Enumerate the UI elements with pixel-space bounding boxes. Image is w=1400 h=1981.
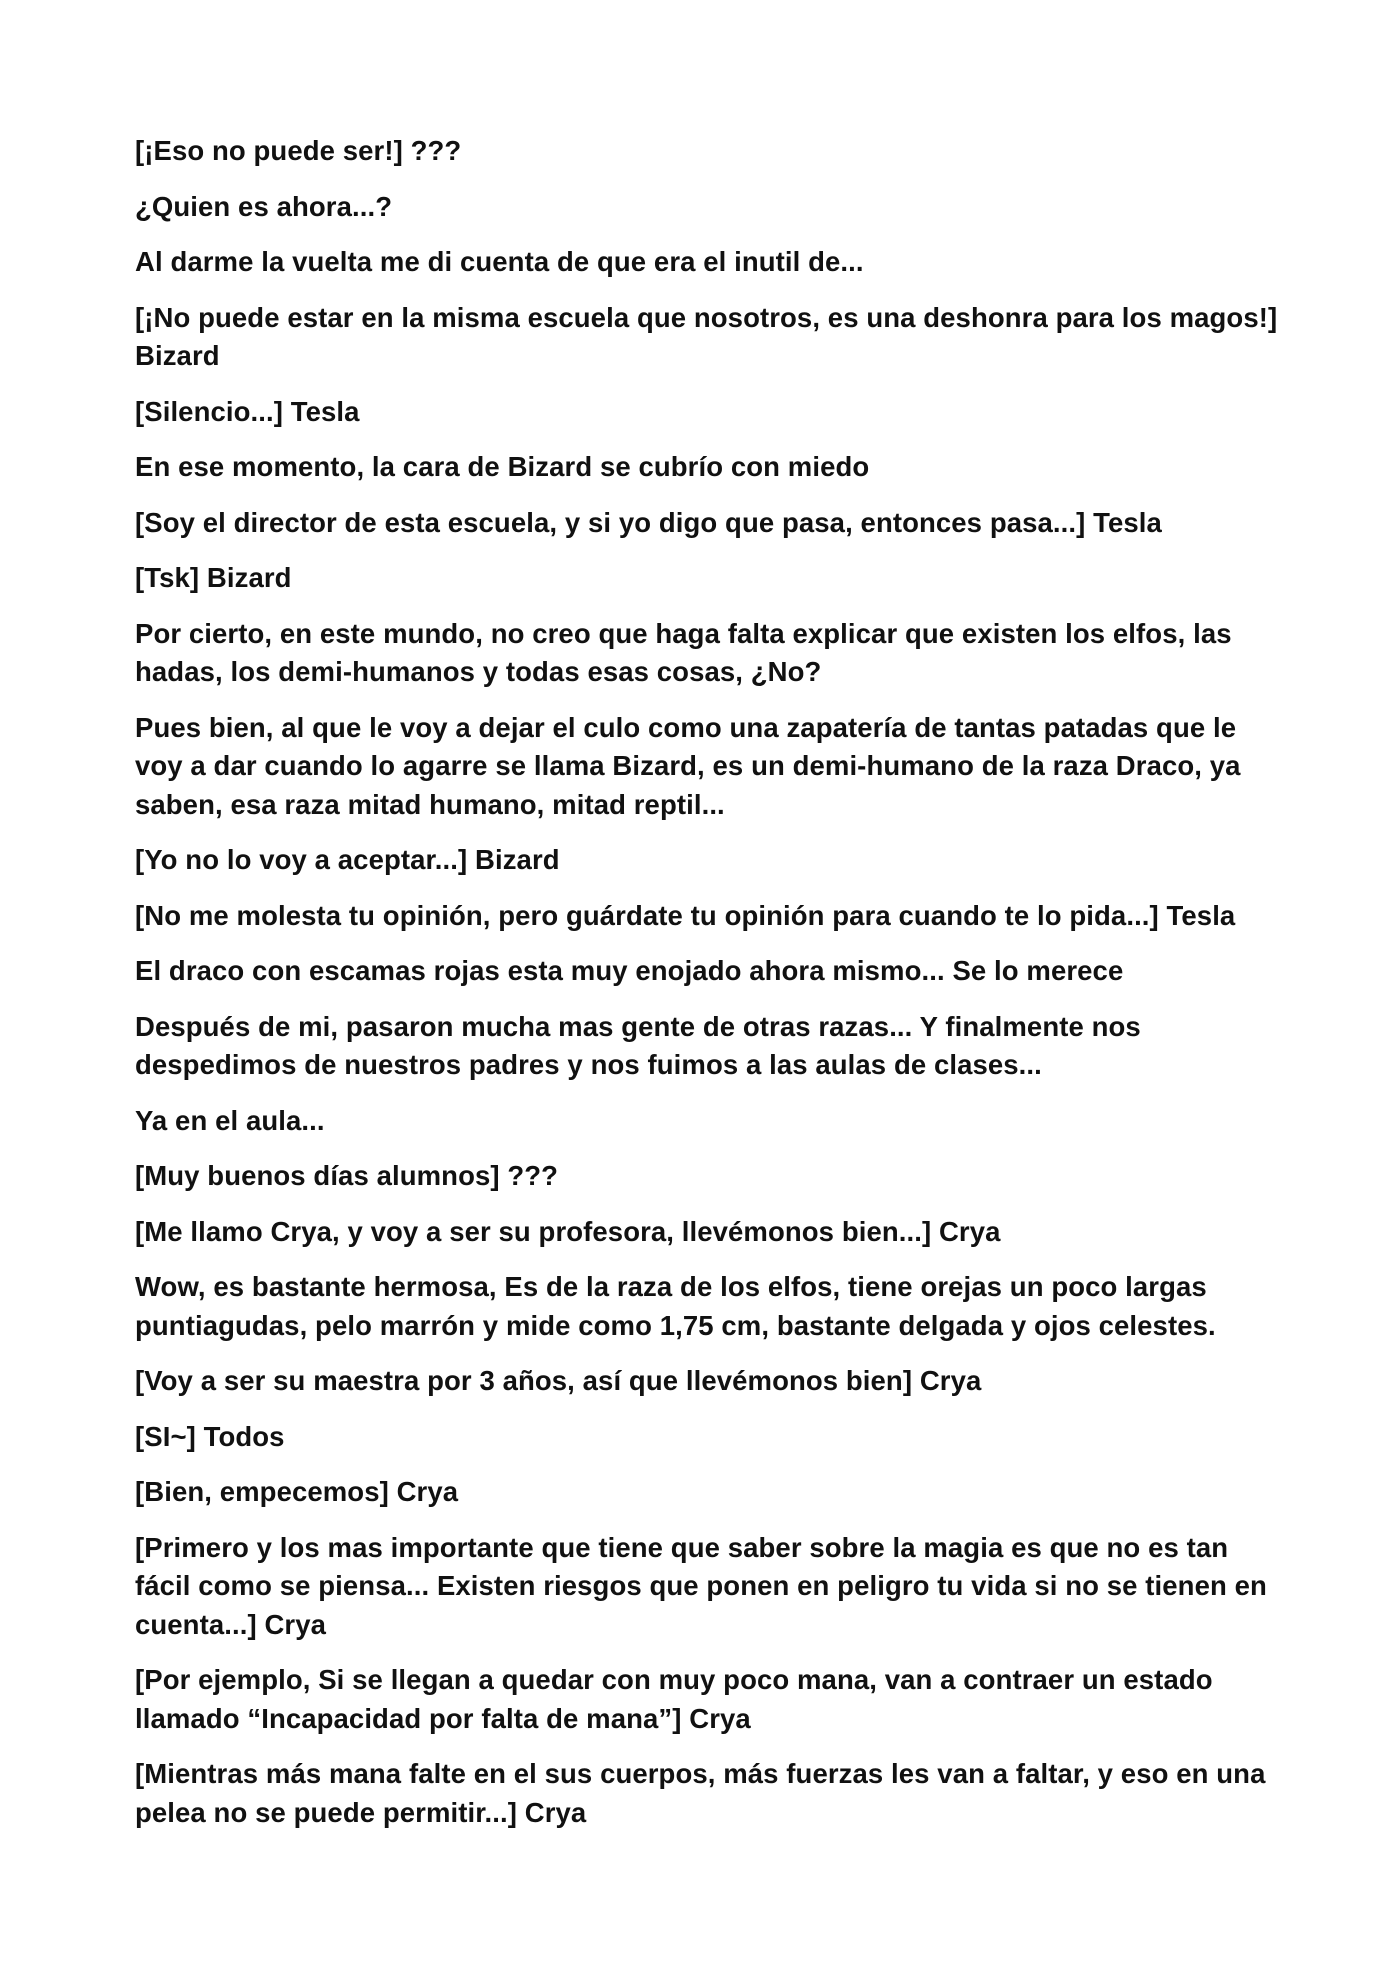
paragraph: Pues bien, al que le voy a dejar el culo como una zapatería de tantas patadas que le voy a dar cuando lo agarre se llama Bizard, es un demi-humano de la raza Draco, ya saben, esa raza mitad humano, mitad reptil... — [135, 711, 1241, 820]
paragraph: [Silencio...] Tesla — [135, 395, 360, 427]
paragraph: [Yo no lo voy a aceptar...] Bizard — [135, 844, 560, 875]
paragraph: [Muy buenos días alumnos] ??? — [135, 1160, 559, 1191]
paragraph: [No me molesta tu opinión, pero guárdate tu opinión para cuando te lo pida...] Tesla — [135, 899, 1236, 931]
paragraph: Después de mi, pasaron mucha mas gente de otras razas... Y finalmente nos despedimos de nuestros padres y nos fuimos a las aulas de clases... — [135, 1010, 1141, 1080]
paragraph: [Por ejemplo, Si se llegan a quedar con muy poco mana, van a contraer un estado llamado “Incapacidad por falta de mana”] Crya — [135, 1664, 1213, 1734]
paragraph: Por cierto, en este mundo, no creo que haga falta explicar que existen los elfos, las hadas, los demi-humanos y todas esas cosas, ¿No? — [135, 617, 1232, 687]
paragraph: [Mientras más mana falte en el sus cuerpos, más fuerzas les van a faltar, y eso en una pelea no se puede permitir...] Crya — [135, 1758, 1266, 1828]
paragraph: Wow, es bastante hermosa, Es de la raza de los elfos, tiene orejas un poco largas puntiagudas, pelo marrón y mide como 1,75 cm, bastante delgada y ojos celestes. — [135, 1271, 1216, 1341]
paragraph: En ese momento, la cara de Bizard se cubrío con miedo — [135, 451, 870, 482]
document-body — [135, 132, 1285, 1849]
paragraph: [¡Eso no puede ser!] ??? — [135, 135, 462, 166]
paragraph: Ya en el aula... — [135, 1104, 325, 1136]
paragraph: [Soy el director de esta escuela, y si yo digo que pasa, entonces pasa...] Tesla — [135, 506, 1162, 538]
paragraph: [¡No puede estar en la misma escuela que nosotros, es una deshonra para los magos!] Bizard — [135, 301, 1278, 371]
paragraph: ¿Quien es ahora...? — [135, 190, 393, 222]
paragraph: [Me llamo Crya, y voy a ser su profesora, llevémonos bien...] Crya — [135, 1215, 1001, 1247]
paragraph: [Primero y los mas importante que tiene que saber sobre la magia es que no es tan fácil como se piensa... Existen riesgos que ponen en peligro tu vida si no se tienen en cuenta...] Crya — [135, 1531, 1267, 1640]
paragraph: El draco con escamas rojas esta muy enojado ahora mismo... Se lo merece — [135, 955, 1124, 986]
paragraph: [Voy a ser su maestra por 3 años, así que llevémonos bien] Crya — [135, 1365, 982, 1396]
paragraph: [SI~] Todos — [135, 1420, 285, 1452]
paragraph: Al darme la vuelta me di cuenta de que era el inutil de... — [135, 246, 864, 277]
paragraph: [Bien, empecemos] Crya — [135, 1476, 459, 1507]
paragraph: [Tsk] Bizard — [135, 562, 292, 593]
